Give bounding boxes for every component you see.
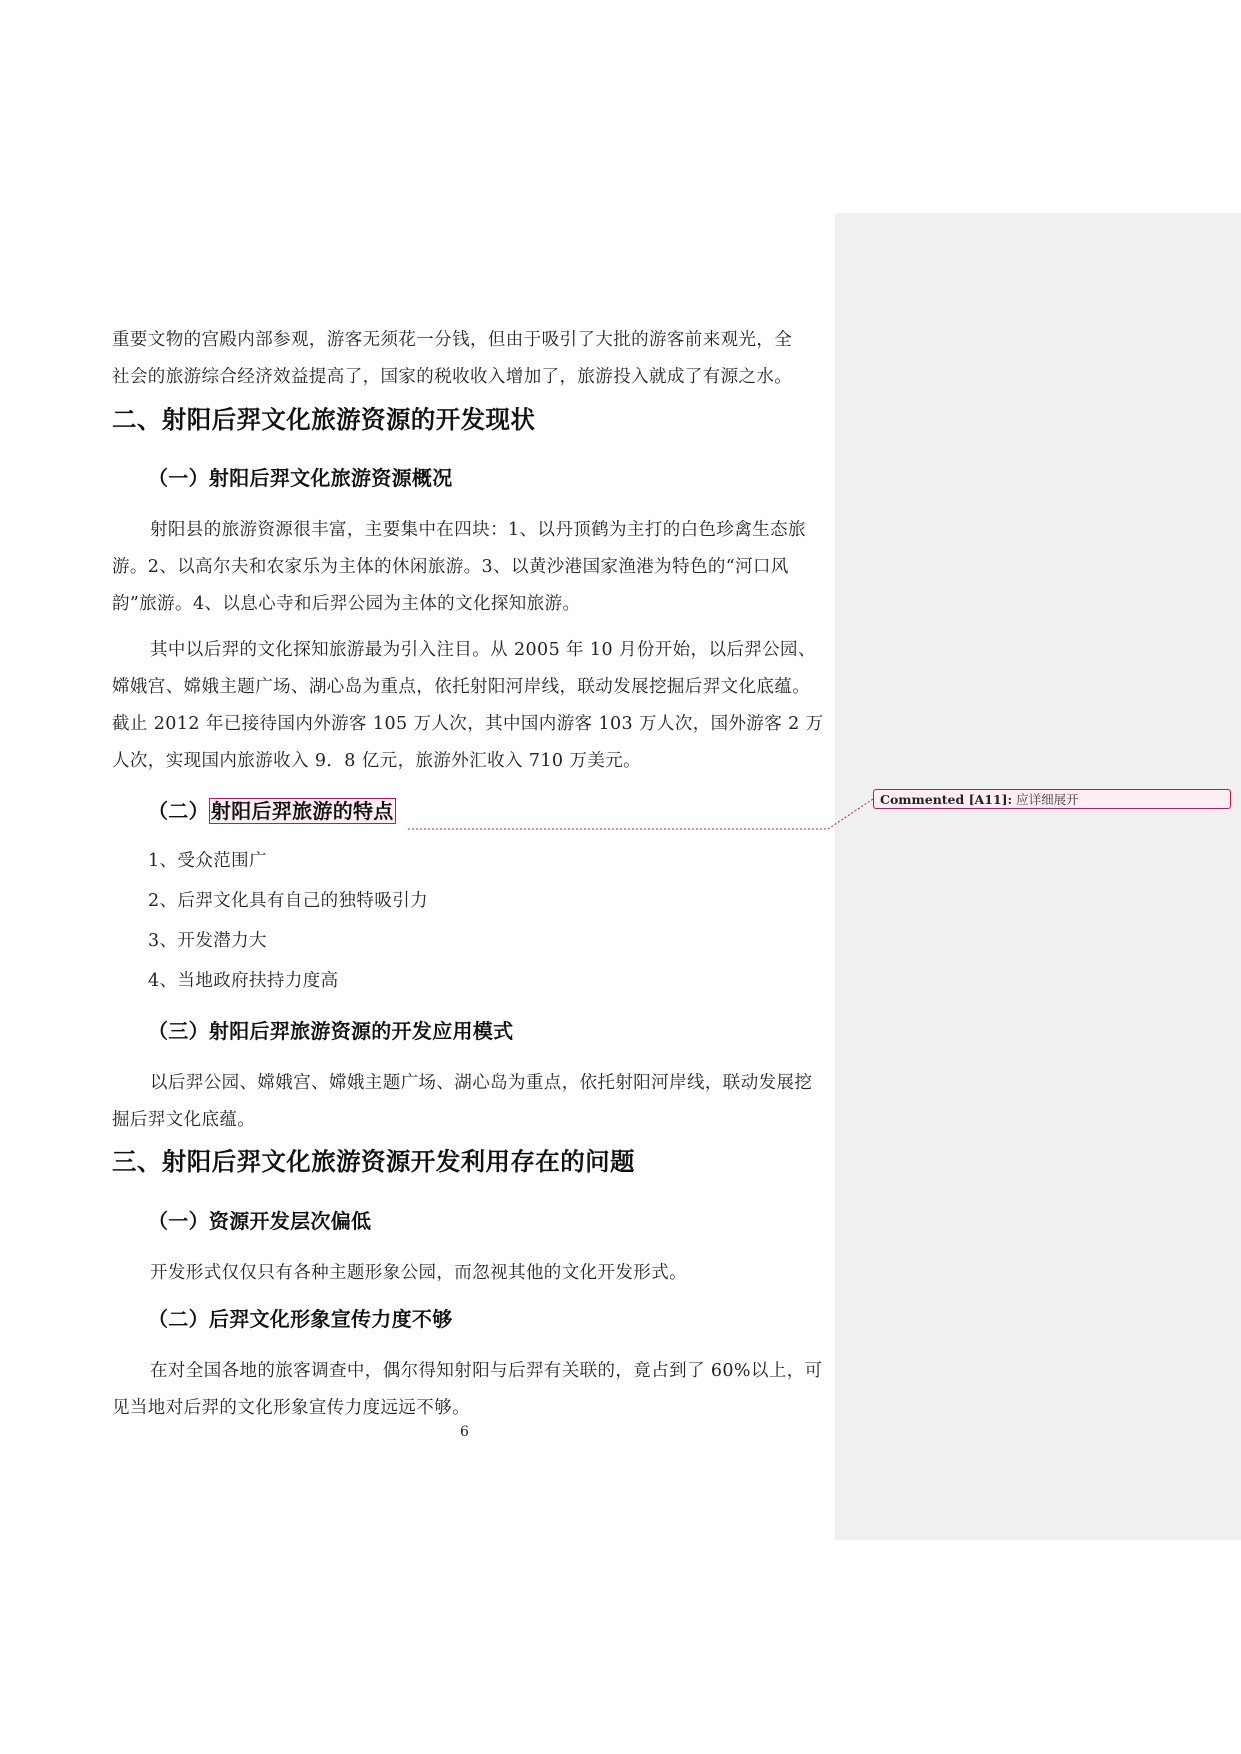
comment-author-label: Commented [A11]: [880,792,1013,807]
section-3-2-paragraph: 在对全国各地的旅客调查中，偶尔得知射阳与后羿有关联的，竟占到了 60%以上，可见当地对后羿的文化形象宣传力度远远不够。 [112,1361,823,1418]
comment-margin-pane [835,213,1241,1540]
section-2-2-prefix: （二） [148,799,209,823]
feature-item-2: 2、后羿文化具有自己的独特吸引力 [148,891,429,911]
feature-item-4: 4、当地政府扶持力度高 [148,971,339,991]
intro-paragraph [112,322,824,396]
section-3-2-heading: （二）后羿文化形象宣传力度不够 [148,1307,453,1331]
feature-item-3: 3、开发潜力大 [148,931,267,951]
section-2-3-paragraph: 以后羿公园、嫦娥宫、嫦娥主题广场、湖心岛为重点，依托射阳河岸线，联动发展挖掘后羿文化底蕴。 [112,1073,813,1130]
feature-item-1: 1、受众范围广 [148,851,267,871]
section-2-3-heading: （三）射阳后羿旅游资源的开发应用模式 [148,1019,514,1043]
comment-balloon[interactable] [873,789,1231,809]
section-2-heading: 二、射阳后羿文化旅游资源的开发现状 [112,405,536,434]
section-2-2-heading [148,797,396,825]
intro-line-2: 社会的旅游综合经济效益提高了，国家的税收收入增加了，旅游投入就成了有源之水。 [112,367,793,387]
comment-text: 应详细展开 [1016,792,1079,807]
section-2-1-paragraph-1: 射阳县的旅游资源很丰富，主要集中在四块：1、以丹顶鹤为主打的白色珍禽生态旅游。2、以高尔夫和农家乐为主体的休闲旅游。3、以黄沙港国家渔港为特色的“河口风韵”旅游。4、以息心寺和后羿公园为主体的文化探知旅游。 [112,520,806,614]
section-2-1-heading: （一）射阳后羿文化旅游资源概况 [148,466,453,490]
section-3-1-heading: （一）资源开发层次偏低 [148,1209,372,1233]
section-3-heading: 三、射阳后羿文化旅游资源开发利用存在的问题 [112,1147,635,1176]
intro-line-1: 重要文物的宫殿内部参观，游客无须花一分钱，但由于吸引了大批的游客前来观光，全 [112,330,793,350]
commented-text-span[interactable]: 射阳后羿旅游的特点 [210,799,394,823]
section-2-1-paragraph-2: 其中以后羿的文化探知旅游最为引入注目。从 2005 年 10 月份开始，以后羿公园、嫦娥宫、嫦娥主题广场、湖心岛为重点，依托射阳河岸线，联动发展挖掘后羿文化底蕴。截止 2012 年已接待国内外游客 105 万人次，其中国内游客 103 万人次，国外游客 2 万人次，实现国内旅游收入 9．8 亿元，旅游外汇收入 710 万美元。 [112,640,824,771]
page-number: 6 [460,1424,469,1440]
section-3-1-paragraph: 开发形式仅仅只有各种主题形象公园，而忽视其他的文化开发形式。 [150,1263,687,1283]
